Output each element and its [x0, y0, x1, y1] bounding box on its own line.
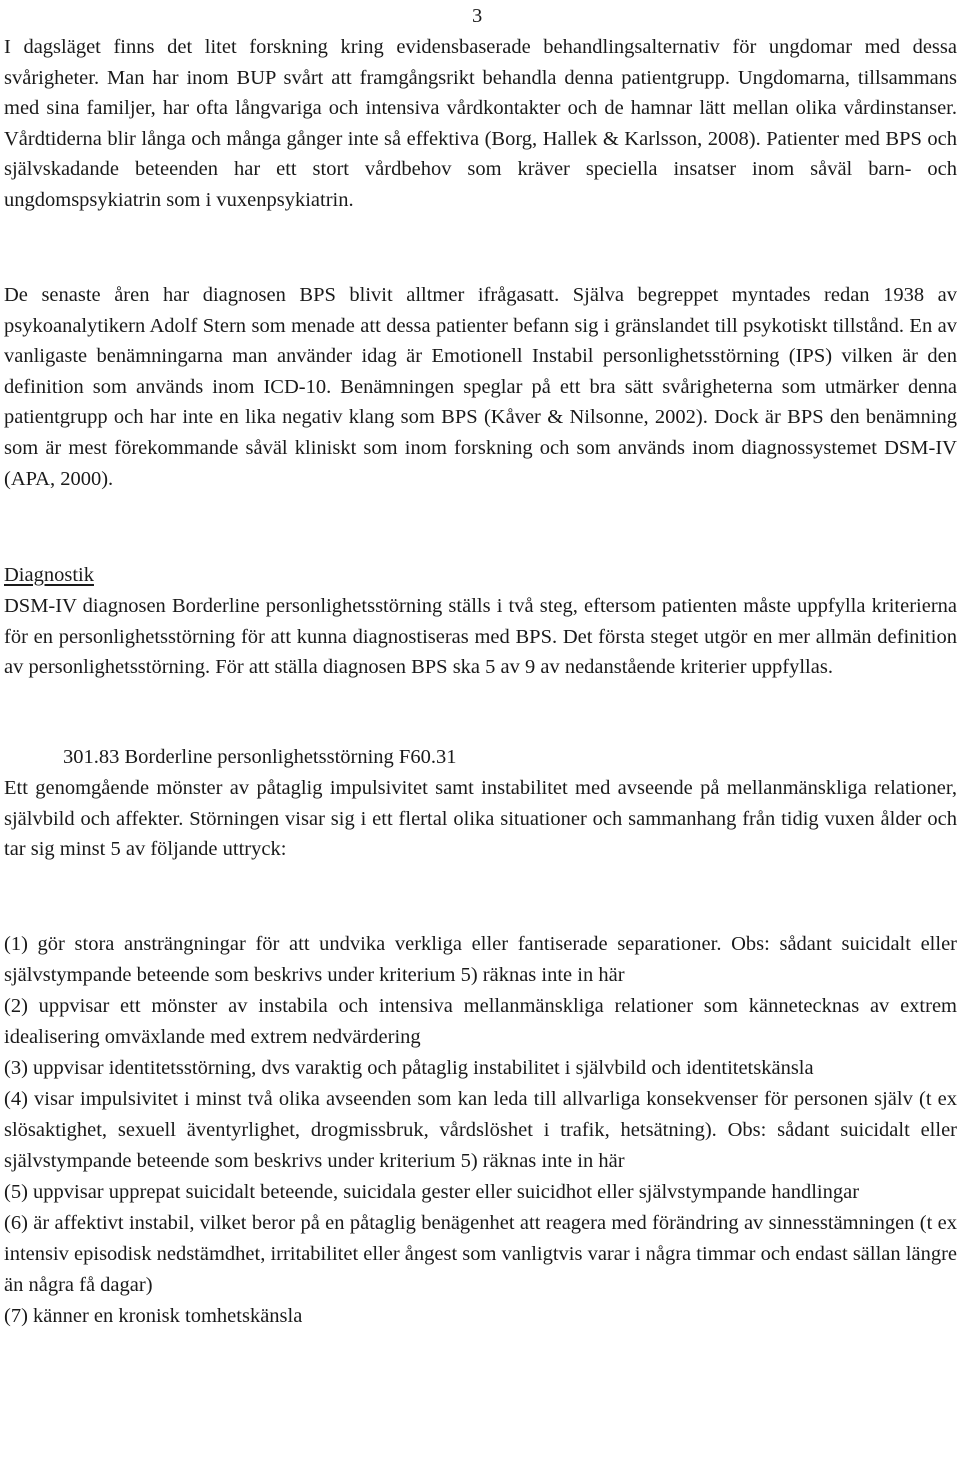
criterion-item-2: (2) uppvisar ett mönster av instabila och intensiva mellanmänskliga relationer som kännetecknas av extrem idealisering omväxlande med extrem nedvärdering: [4, 995, 957, 1048]
paragraph-criteria-description: Ett genomgående mönster av påtaglig impulsivitet samt instabilitet med avseende på mellanmänskliga relationer, självbild och affekter. Störningen visar sig i ett flertal olika situationer och sammanhang från tidig vuxen ålder och tar sig minst 5 av följande uttryck:: [4, 777, 957, 861]
criterion-item-4: (4) visar impulsivitet i minst två olika avseenden som kan leda till allvarliga konsekvenser för personen själv (t ex slösaktighet, sexuell äventyrlighet, drogmissbruk, vårdslöshet i trafik, hetsätning). Obs: sådant suicidalt eller självstympande beteende som beskrivs under kriterium 5) räknas inte in här: [4, 1088, 957, 1172]
paragraph-diagnosis-history: De senaste åren har diagnosen BPS blivit alltmer ifrågasatt. Själva begreppet myntades redan 1938 av psykoanalytikern Adolf Stern som menade att dessa patienter befann sig i gränslandet till psykotiskt tillstånd. En av vanligaste benämningarna man använder idag är Emotionell Instabil personlighetsstörning (IPS) vilken är den definition som används inom ICD-10. Benämningen speglar på ett bra sätt svårigheterna som utmärker denna patientgrupp och har inte en lika negativ klang som BPS (Kåver & Nilsonne, 2002). Dock är BPS den benämning som är mest förekommande såväl kliniskt som inom forskning och som används inom diagnossystemet DSM-IV (APA, 2000).: [4, 284, 957, 490]
criterion-item-6: (6) är affektivt instabil, vilket beror på en påtaglig benägenhet att reagera med förändring av sinnesstämningen (t ex intensiv episodisk nedstämdhet, irritabilitet eller ångest som vanligtvis varar i några timmar och endast sällan längre än några få dagar): [4, 1212, 957, 1296]
criterion-item-1: (1) gör stora ansträngningar för att undvika verkliga eller fantiserade separationer. Obs: sådant suicidalt eller självstympande beteende som beskrivs under kriterium 5) räknas inte in här: [4, 933, 957, 986]
section-heading-diagnostik: Diagnostik: [4, 564, 94, 586]
criterion-item-5: (5) uppvisar upprepat suicidalt beteende, suicidala gester eller suicidhot eller självstympande handlingar: [4, 1181, 860, 1203]
criteria-list: [4, 929, 957, 1332]
page-number: 3: [472, 5, 483, 27]
criteria-title: 301.83 Borderline personlighetsstörning F60.31: [63, 746, 457, 768]
paragraph-dsm-intro: DSM-IV diagnosen Borderline personlighetsstörning ställs i två steg, eftersom patienten måste uppfylla kriterierna för en personlighetsstörning för att kunna diagnostiseras med BPS. Det första steget utgör en mer allmän definition av personlighetsstörning. För att ställa diagnosen BPS ska 5 av 9 av nedanstående kriterier uppfyllas.: [4, 595, 957, 679]
paragraph-intro: I dagsläget finns det litet forskning kring evidensbaserade behandlingsalternativ för ungdomar med dessa svårigheter. Man har inom BUP svårt att framgångsrikt behandla denna patientgrupp. Ungdomarna, tillsammans med sina familjer, har ofta långvariga och intensiva vårdkontakter och de hamnar lätt mellan olika vårdinstanser. Vårdtiderna blir långa och många gånger inte så effektiva (Borg, Hallek & Karlsson, 2008). Patienter med BPS och självskadande beteenden har ett stort vårdbehov som kräver speciella insatser inom såväl barn- och ungdomspsykiatrin som i vuxenpsykiatrin.: [4, 36, 957, 211]
criterion-item-3: (3) uppvisar identitetsstörning, dvs varaktig och påtaglig instabilitet i självbild och identitetskänsla: [4, 1057, 814, 1079]
criterion-item-7: (7) känner en kronisk tomhetskänsla: [4, 1305, 303, 1327]
